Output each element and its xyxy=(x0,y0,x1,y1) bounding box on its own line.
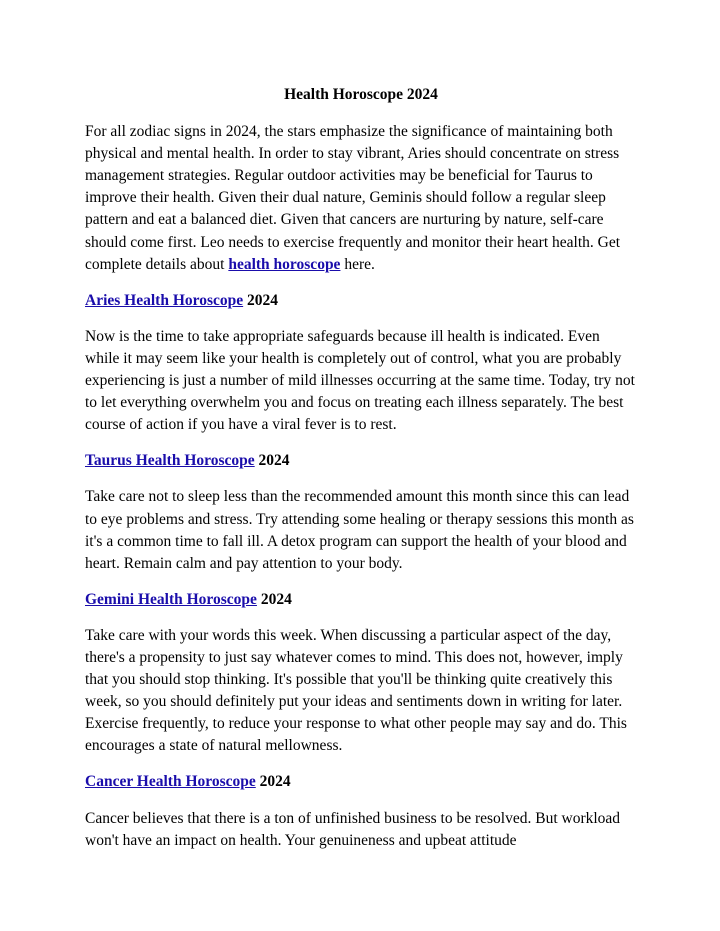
aries-section-body: Now is the time to take appropriate safeguards because ill health is indicated. Even while it may seem like your health is completely out of control, what you are probably experiencing is just a number of mild illnesses occurring at the same time. Today, try not to let everything overwhelm you and focus on treating each illness separately. The best course of action if you have a viral fever is to rest. xyxy=(85,327,635,434)
aries-health-horoscope-link[interactable]: Aries Health Horoscope xyxy=(85,291,244,309)
cancer-section-heading xyxy=(85,771,637,793)
taurus-health-horoscope-link[interactable]: Taurus Health Horoscope xyxy=(85,452,255,470)
aries-heading-year: 2024 xyxy=(243,291,279,309)
taurus-section-heading xyxy=(85,450,637,472)
health-horoscope-link[interactable]: health horoscope xyxy=(228,255,341,273)
cancer-heading-year: 2024 xyxy=(255,773,291,791)
document-title: Health Horoscope 2024 xyxy=(284,86,438,103)
taurus-heading-year: 2024 xyxy=(254,452,290,470)
document-page xyxy=(85,84,637,866)
intro-text-end: here. xyxy=(340,255,375,273)
aries-section-heading xyxy=(85,290,637,312)
intro-paragraph xyxy=(85,121,637,276)
gemini-section-body: Take care with your words this week. When discussing a particular aspect of the day, there's a propensity to just say whatever comes to mind. This does not, however, imply that you should stop thinking. It's possible that you'll be thinking quite creatively this week, so you should definitely put your ideas and sentiments down in writing for later. Exercise frequently, to reduce your response to what other people may say and do. This encourages a state of natural mellowness. xyxy=(85,626,627,755)
cancer-section-body: Cancer believes that there is a ton of unfinished business to be resolved. But workload won't have an impact on health. Your genuineness and upbeat attitude xyxy=(85,809,621,849)
cancer-health-horoscope-link[interactable]: Cancer Health Horoscope xyxy=(85,773,256,791)
gemini-heading-year: 2024 xyxy=(256,590,292,608)
gemini-section-heading xyxy=(85,589,637,611)
taurus-section-body: Take care not to sleep less than the recommended amount this month since this can lead to eye problems and stress. Try attending some healing or therapy sessions this month as it's a common time to fall ill. A detox program can support the health of your blood and heart. Remain calm and pay attention to your body. xyxy=(85,488,634,572)
intro-text: For all zodiac signs in 2024, the stars emphasize the significance of maintaining both physical and mental health. In order to stay vibrant, Aries should concentrate on stress management strategies. Regular outdoor activities may be beneficial for Taurus to improve their health. Given their dual nature, Geminis should follow a regular sleep pattern and eat a balanced diet. Given that cancers are nurturing by nature, self-care should come first. Leo needs to exercise frequently and monitor their heart health. Get complete details about xyxy=(85,123,620,273)
gemini-health-horoscope-link[interactable]: Gemini Health Horoscope xyxy=(85,590,257,608)
